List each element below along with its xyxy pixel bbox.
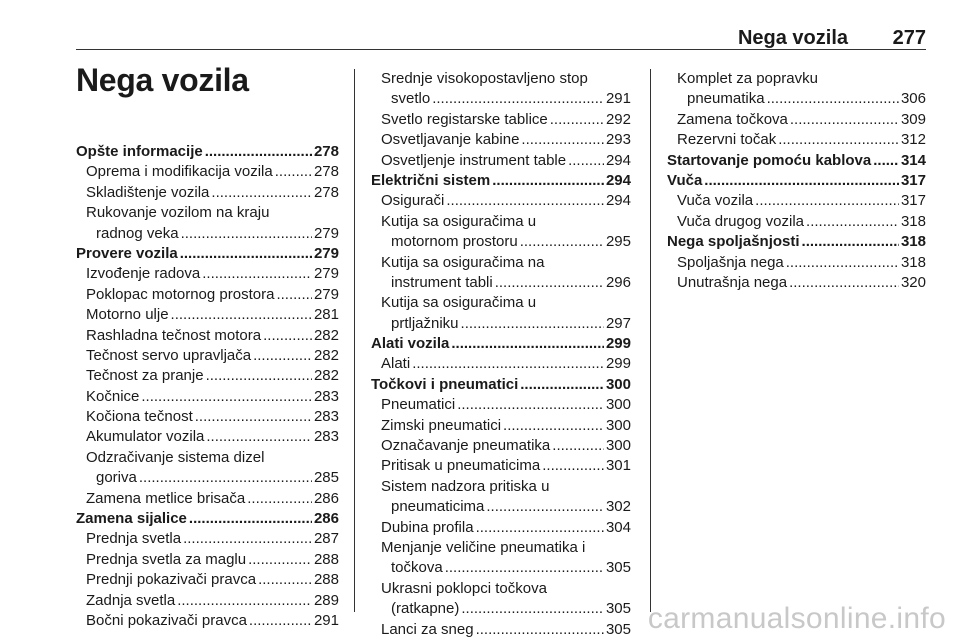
toc-page-number: 286 (313, 510, 339, 528)
chapter-title: Nega vozila (76, 62, 249, 98)
toc-page-number: 278 (313, 142, 339, 160)
toc-entry-label: Pritisak u pneumaticima (381, 457, 541, 475)
toc-entry[interactable] (371, 558, 631, 578)
toc-entry-text: Rukovanje vozilom na kraju (86, 204, 270, 222)
toc-page-number: 282 (313, 346, 339, 364)
toc-leader-dots (171, 305, 312, 325)
toc-page-number: 282 (313, 367, 339, 385)
toc-leader-dots (211, 183, 312, 203)
toc-entry-label: Tečnost za pranje (86, 367, 204, 385)
toc-leader-dots (258, 570, 312, 590)
toc-leader-dots (568, 151, 604, 171)
toc-entry-text: Kutija sa osiguračima u (381, 212, 537, 230)
toc-entry[interactable] (371, 436, 631, 456)
column-divider (354, 69, 355, 612)
toc-entry-label: goriva (96, 469, 137, 487)
toc-entry[interactable] (667, 191, 926, 211)
toc-entry[interactable] (76, 183, 339, 203)
toc-leader-dots (802, 232, 899, 252)
toc-column-1 (76, 142, 339, 631)
toc-entry-label: Bočni pokazivači pravca (86, 611, 247, 629)
toc-entry-label: Kočnice (86, 387, 140, 405)
toc-page-number: 279 (313, 244, 339, 262)
toc-page-number: 289 (313, 591, 339, 609)
toc-entry[interactable] (76, 264, 339, 284)
toc-entry[interactable] (76, 162, 339, 182)
toc-entry[interactable] (371, 456, 631, 476)
toc-leader-dots (486, 497, 604, 517)
toc-leader-dots (790, 110, 899, 130)
toc-page-number: 294 (605, 171, 631, 189)
toc-page-number: 278 (313, 183, 339, 201)
toc-page-number: 299 (605, 335, 631, 353)
toc-page-number: 286 (313, 489, 339, 507)
toc-entry[interactable] (371, 110, 631, 130)
toc-entry[interactable] (371, 395, 631, 415)
toc-page-number: 283 (313, 428, 339, 446)
toc-entry-text: Srednje visokopostavljeno stop (381, 70, 588, 87)
toc-leader-dots (520, 375, 604, 395)
toc-leader-dots (141, 387, 312, 407)
toc-entry-label: Izvođenje radova (86, 265, 201, 283)
toc-entry-text: Komplet za popravku (677, 70, 818, 87)
toc-page-number: 317 (900, 171, 926, 189)
toc-entry-label: Poklopac motornog prostora (86, 285, 275, 303)
toc-entry[interactable] (76, 529, 339, 549)
toc-page-number: 278 (313, 163, 339, 181)
toc-leader-dots (248, 550, 312, 570)
toc-leader-dots (520, 232, 604, 252)
toc-entry-label: Vuča (667, 171, 703, 189)
toc-entry[interactable] (371, 354, 631, 374)
toc-leader-dots (461, 314, 604, 334)
toc-entry-label: Osigurači (381, 192, 445, 210)
toc-entry-label: Svetlo registarske tablice (381, 110, 548, 128)
toc-entry-label: Skladištenje vozila (86, 183, 210, 201)
toc-entry[interactable] (76, 285, 339, 305)
toc-page-number: 283 (313, 387, 339, 405)
toc-leader-dots (249, 611, 312, 631)
toc-leader-dots (552, 436, 604, 456)
toc-page-number: 302 (605, 498, 631, 516)
toc-leader-dots (704, 171, 899, 191)
toc-entry-label: Vuča drugog vozila (677, 212, 805, 230)
toc-leader-dots (786, 253, 899, 273)
toc-leader-dots (253, 346, 312, 366)
toc-column-3 (667, 69, 926, 293)
toc-entry-label: Prednji pokazivači pravca (86, 571, 257, 589)
toc-page-number: 291 (313, 611, 339, 629)
toc-entry-label: (ratkapne) (391, 600, 460, 618)
toc-leader-dots (181, 224, 312, 244)
toc-entry-text: Ukrasni poklopci točkova (381, 579, 547, 597)
toc-entry-label: Zadnja svetla (86, 591, 176, 609)
toc-entry-label: Rashladna tečnost motora (86, 326, 262, 344)
toc-leader-dots (205, 142, 312, 162)
toc-entry-label: motornom prostoru (391, 233, 518, 251)
toc-leader-dots (789, 273, 899, 293)
toc-leader-dots (445, 558, 604, 578)
toc-entry[interactable] (667, 273, 926, 293)
toc-section-entry[interactable] (667, 171, 926, 191)
toc-leader-dots (139, 468, 312, 488)
toc-page-number: 318 (900, 233, 926, 251)
toc-entry[interactable] (371, 599, 631, 619)
toc-section-entry[interactable] (667, 232, 926, 252)
toc-entry-label: Osvetljavanje kabine (381, 131, 520, 149)
toc-page-number: 294 (605, 151, 631, 169)
toc-leader-dots (495, 273, 604, 293)
toc-page-number: 305 (605, 600, 631, 618)
toc-leader-dots (206, 427, 312, 447)
toc-leader-dots (276, 285, 312, 305)
toc-leader-dots (755, 191, 899, 211)
toc-page-number: 306 (900, 90, 926, 108)
toc-entry[interactable] (76, 305, 339, 325)
toc-entry-label: prtljažniku (391, 314, 459, 332)
toc-entry[interactable] (76, 611, 339, 631)
toc-entry[interactable] (76, 427, 339, 447)
toc-entry[interactable] (76, 489, 339, 509)
toc-leader-dots (457, 395, 604, 415)
toc-entry[interactable] (76, 407, 339, 427)
toc-leader-dots (476, 518, 604, 538)
toc-page-number: 279 (313, 285, 339, 303)
toc-page-number: 281 (313, 306, 339, 324)
toc-page-number: 300 (605, 375, 631, 393)
toc-page-number: 279 (313, 224, 339, 242)
toc-page-number: 282 (313, 326, 339, 344)
toc-leader-dots (767, 89, 899, 109)
toc-entry-label: Provere vozila (76, 244, 178, 262)
toc-entry-label: Tečnost servo upravljača (86, 346, 252, 364)
toc-entry-label: Nega spoljašnjosti (667, 233, 800, 251)
toc-entry[interactable] (76, 591, 339, 611)
toc-leader-dots (275, 162, 312, 182)
toc-page-number: 279 (313, 265, 339, 283)
toc-entry-label: Akumulator vozila (86, 428, 205, 446)
toc-page-number: 300 (605, 437, 631, 455)
toc-entry-label: Alati (381, 355, 411, 373)
toc-entry[interactable] (371, 416, 631, 436)
toc-leader-dots (550, 110, 604, 130)
toc-entry-label: Električni sistem (371, 171, 491, 189)
toc-entry[interactable] (371, 314, 631, 334)
toc-column-2 (371, 69, 631, 640)
toc-leader-dots (778, 130, 899, 150)
toc-entry-label: Spoljašnja nega (677, 253, 784, 271)
toc-entry-label: pneumatika (687, 90, 765, 108)
toc-page-number: 312 (900, 131, 926, 149)
toc-entry-label: Unutrašnja nega (677, 273, 788, 291)
toc-leader-dots (451, 334, 604, 354)
toc-entry-label: Rezervni točak (677, 131, 777, 149)
toc-entry-label: Alati vozila (371, 335, 450, 353)
toc-page-number: 291 (605, 90, 631, 108)
toc-entry-label: Označavanje pneumatika (381, 437, 551, 455)
toc-page-number: 287 (313, 530, 339, 548)
toc-leader-dots (806, 212, 899, 232)
toc-leader-dots (446, 191, 604, 211)
toc-entry-label: svetlo (391, 90, 431, 108)
toc-entry-label: pneumaticima (391, 498, 485, 516)
toc-entry-label: Prednja svetla (86, 530, 182, 548)
toc-entry[interactable] (371, 191, 631, 211)
toc-section-entry[interactable] (76, 244, 339, 264)
toc-page-number: 288 (313, 550, 339, 568)
page-number: 277 (892, 27, 926, 49)
toc-section-entry[interactable] (667, 151, 926, 171)
toc-section-entry[interactable] (76, 142, 339, 162)
toc-entry-label: Motorno ulje (86, 306, 169, 324)
toc-entry-label: Osvetljenje instrument table (381, 151, 567, 169)
toc-entry[interactable] (667, 130, 926, 150)
toc-page-number: 305 (605, 620, 631, 638)
toc-leader-dots (247, 489, 312, 509)
running-title: Nega vozila (737, 27, 848, 49)
toc-entry-label: točkova (391, 559, 443, 577)
toc-leader-dots (542, 456, 604, 476)
toc-page-number: 309 (900, 110, 926, 128)
toc-leader-dots (263, 326, 312, 346)
toc-entry[interactable] (76, 550, 339, 570)
toc-page-number: 288 (313, 571, 339, 589)
toc-page-number: 320 (900, 273, 926, 291)
toc-entry-text: Odzračivanje sistema dizel (86, 448, 265, 466)
toc-page-number: 299 (605, 355, 631, 373)
toc-page-number: 285 (313, 469, 339, 487)
toc-entry-label: Oprema i modifikacija vozila (86, 163, 273, 181)
toc-entry-label: Lanci za sneg (381, 620, 474, 638)
toc-entry[interactable] (76, 468, 339, 488)
toc-entry[interactable] (667, 253, 926, 273)
toc-page-number: 292 (605, 110, 631, 128)
toc-leader-dots (873, 151, 899, 171)
toc-entry[interactable] (371, 130, 631, 150)
toc-leader-dots (189, 509, 312, 529)
toc-entry-label: Zamena točkova (677, 110, 788, 128)
toc-leader-dots (432, 89, 604, 109)
toc-page-number: 304 (605, 518, 631, 536)
toc-entry[interactable] (667, 212, 926, 232)
toc-entry-label: Zimski pneumatici (381, 416, 502, 434)
toc-section-entry[interactable] (371, 334, 631, 354)
toc-leader-dots (202, 264, 312, 284)
toc-leader-dots (183, 529, 312, 549)
toc-leader-dots (503, 416, 604, 436)
toc-page-number: 297 (605, 314, 631, 332)
toc-section-entry[interactable] (371, 375, 631, 395)
toc-entry[interactable] (76, 346, 339, 366)
toc-leader-dots (521, 130, 604, 150)
toc-entry-label: Pneumatici (381, 396, 456, 414)
toc-leader-dots (492, 171, 604, 191)
toc-entry[interactable] (667, 89, 926, 109)
toc-entry-label: Zamena sijalice (76, 510, 187, 528)
toc-entry-text: Kutija sa osiguračima u (381, 294, 537, 312)
toc-entry[interactable] (371, 620, 631, 640)
toc-entry-label: Startovanje pomoću kablova (667, 151, 872, 169)
toc-leader-dots (476, 620, 604, 640)
toc-leader-dots (195, 407, 312, 427)
toc-leader-dots (412, 354, 604, 374)
toc-entry[interactable] (371, 518, 631, 538)
toc-page-number: 293 (605, 131, 631, 149)
toc-leader-dots (461, 599, 604, 619)
toc-entry-text: Kutija sa osiguračima na (381, 253, 545, 271)
toc-entry[interactable] (76, 366, 339, 386)
toc-entry-label: Opšte informacije (76, 142, 203, 160)
toc-entry-label: Vuča vozila (677, 192, 754, 210)
toc-entry-label: Točkovi i pneumatici (371, 375, 519, 393)
toc-entry[interactable] (371, 89, 631, 109)
toc-entry[interactable] (76, 224, 339, 244)
toc-page-number: 318 (900, 253, 926, 271)
watermark-text: carmanualsonline.info (647, 602, 946, 635)
toc-page-number: 318 (900, 212, 926, 230)
toc-page-number: 300 (605, 396, 631, 414)
toc-entry[interactable] (371, 232, 631, 252)
toc-entry[interactable] (76, 326, 339, 346)
toc-entry-label: instrument tabli (391, 273, 493, 291)
toc-page-number: 300 (605, 416, 631, 434)
toc-section-entry[interactable] (76, 509, 339, 529)
toc-page-number: 283 (313, 408, 339, 426)
toc-entry[interactable] (371, 273, 631, 293)
toc-entry-label: Dubina profila (381, 518, 474, 536)
toc-entry-label: Prednja svetla za maglu (86, 550, 247, 568)
toc-page-number: 294 (605, 192, 631, 210)
toc-entry[interactable] (371, 497, 631, 517)
toc-section-entry[interactable] (371, 171, 631, 191)
toc-page-number: 295 (605, 233, 631, 251)
toc-page-number: 317 (900, 192, 926, 210)
toc-entry[interactable] (76, 387, 339, 407)
toc-leader-dots (180, 244, 312, 264)
toc-page-number: 305 (605, 559, 631, 577)
toc-page-number: 296 (605, 273, 631, 291)
toc-entry-text: Sistem nadzora pritiska u (381, 477, 550, 495)
toc-entry-label: Kočiona tečnost (86, 408, 193, 426)
toc-entry[interactable] (667, 110, 926, 130)
toc-leader-dots (177, 591, 312, 611)
column-divider (650, 69, 651, 612)
toc-entry-label: Zamena metlice brisača (86, 489, 246, 507)
toc-entry[interactable] (76, 570, 339, 590)
toc-page-number: 314 (900, 151, 926, 169)
toc-entry-label: radnog veka (96, 224, 179, 242)
header-rule (76, 49, 926, 50)
toc-entry[interactable] (371, 151, 631, 171)
toc-entry-text: Menjanje veličine pneumatika i (381, 538, 586, 556)
toc-leader-dots (206, 366, 312, 386)
toc-page-number: 301 (605, 457, 631, 475)
